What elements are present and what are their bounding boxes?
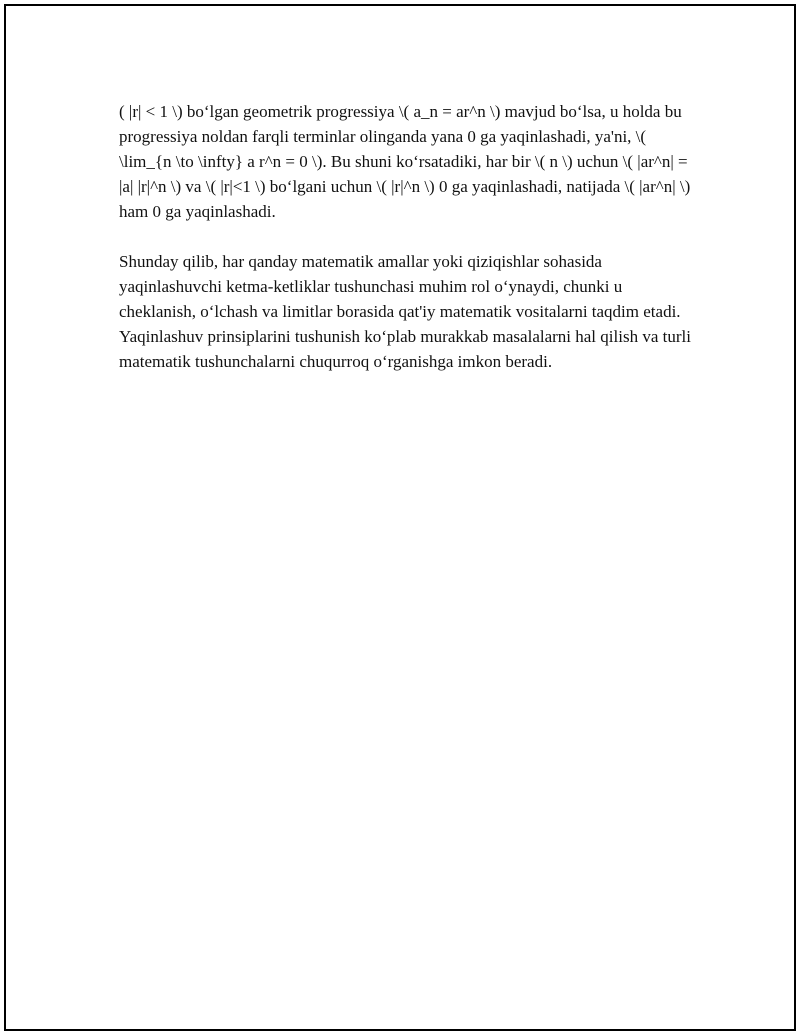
page-frame bbox=[4, 4, 796, 1031]
paragraph-conclusion: Shunday qilib, har qanday matematik amallar yoki qiziqishlar sohasida yaqinlashuvchi ketma-ketliklar tushunchasi muhim rol o‘ynaydi, chunki u cheklanish, o‘lchash va limitlar borasida qat'iy matematik vositalarni taqdim etadi. Yaqinlashuv prinsiplarini tushunish ko‘plab murakkab masalalarni hal qilish va turli matematik tushunchalarni chuqurroq o‘rganishga imkon beradi. bbox=[119, 252, 691, 371]
paragraph-geometric-progression: ( |r| < 1 \) bo‘lgan geometrik progressiya \( a_n = ar^n \) mavjud bo‘lsa, u holda bu progressiya noldan farqli terminlar olinganda yana 0 ga yaqinlashadi, ya'ni, \( \lim_{n \to \infty} a r^n = 0 \). Bu shuni ko‘rsatadiki, har bir \( n \) uchun \( |ar^n| = |a| |r|^n \) va \( |r|<1 \) bo‘lgani uchun \( |r|^n \) 0 ga yaqinlashadi, natijada \( |ar^n| \) ham 0 ga yaqinlashadi. bbox=[119, 102, 691, 221]
document-body bbox=[119, 99, 699, 399]
